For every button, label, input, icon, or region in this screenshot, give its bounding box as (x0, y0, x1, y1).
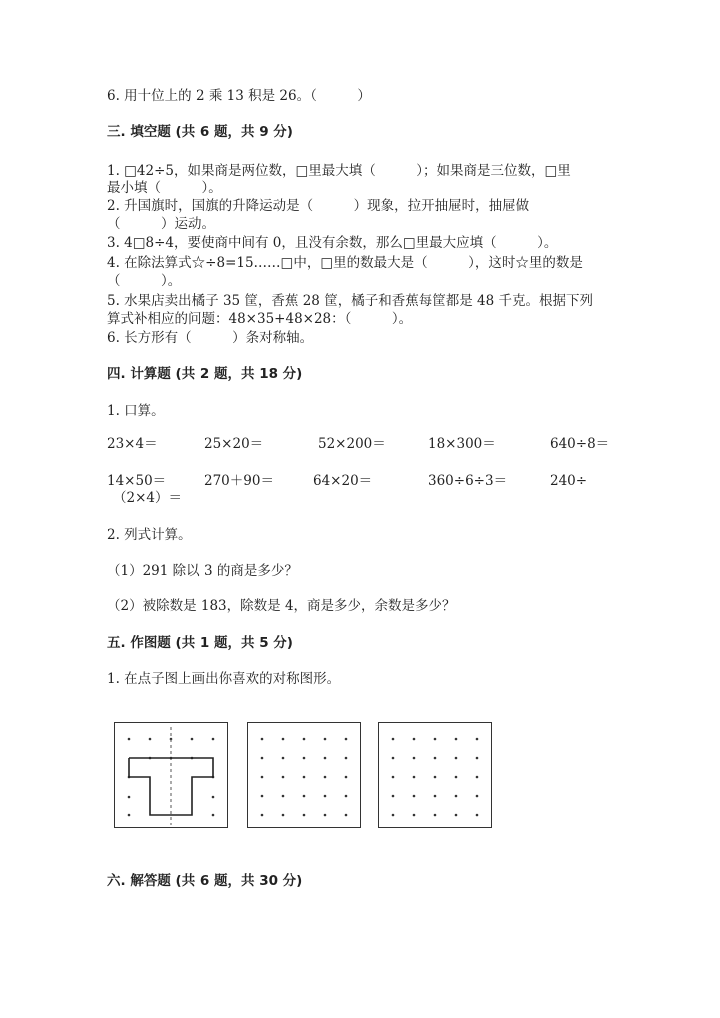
grid-dot[interactable] (476, 757, 479, 760)
dot-grid-blank-1[interactable] (247, 722, 361, 828)
grid-dot[interactable] (392, 814, 395, 817)
grid-dot[interactable] (282, 795, 285, 798)
grid-dot[interactable] (434, 795, 437, 798)
fill-q5-line2: 算式补相应的问题：48×35+48×28：（ ）。 (107, 311, 413, 327)
oral-calc-item: 52×200＝ (318, 436, 386, 452)
grid-dot[interactable] (413, 776, 416, 779)
section-6-heading: 六. 解答题 (共 6 题，共 30 分) (107, 873, 303, 889)
grid-dot[interactable] (455, 814, 458, 817)
section-3-heading: 三. 填空题 (共 6 题，共 9 分) (107, 124, 293, 140)
grid-dot[interactable] (303, 738, 306, 741)
grid-dot[interactable] (413, 795, 416, 798)
grid-dot[interactable] (261, 795, 264, 798)
grid-dot[interactable] (324, 814, 327, 817)
drawing-q1: 1. 在点子图上画出你喜欢的对称图形。 (107, 671, 341, 687)
grid-dot[interactable] (345, 738, 348, 741)
grid-dot[interactable] (303, 795, 306, 798)
prev-question-6: 6. 用十位上的 2 乘 13 积是 26。（ ） (107, 88, 371, 104)
grid-dot[interactable] (413, 814, 416, 817)
grid-dot[interactable] (324, 738, 327, 741)
grid-dot[interactable] (282, 776, 285, 779)
grid-dot[interactable] (413, 738, 416, 741)
section-4-heading: 四. 计算题 (共 2 题，共 18 分) (107, 366, 303, 382)
grid-dot[interactable] (303, 757, 306, 760)
oral-calc-item: 23×4＝ (107, 436, 158, 452)
grid-dot[interactable] (345, 776, 348, 779)
grid-dot[interactable] (434, 757, 437, 760)
grid-dot[interactable] (324, 776, 327, 779)
oral-calc-item: 64×20＝ (313, 473, 373, 489)
dot-grid-example-figure (115, 723, 229, 829)
grid-dot[interactable] (261, 738, 264, 741)
grid-dot[interactable] (434, 738, 437, 741)
grid-dot[interactable] (455, 776, 458, 779)
grid-dot[interactable] (392, 795, 395, 798)
fill-q4-line2: （ ）。 (107, 273, 182, 289)
calc-q2-label: 2. 列式计算。 (107, 527, 192, 543)
grid-dot[interactable] (324, 795, 327, 798)
grid-dot[interactable] (392, 738, 395, 741)
grid-dot[interactable] (303, 776, 306, 779)
grid-dot[interactable] (324, 757, 327, 760)
oral-calc-item: 18×300＝ (428, 436, 496, 452)
grid-dot[interactable] (345, 795, 348, 798)
fill-q5-line1: 5. 水果店卖出橘子 35 筐，香蕉 28 筐，橘子和香蕉每筐都是 48 千克。根据下列 (107, 293, 593, 309)
oral-calc-item: 640÷8＝ (550, 436, 610, 452)
calc-q2-item-1: （1）291 除以 3 的商是多少？ (107, 563, 298, 579)
grid-dot[interactable] (261, 776, 264, 779)
grid-dot[interactable] (282, 757, 285, 760)
dot-grid-example (114, 722, 228, 828)
calc-q1-label: 1. 口算。 (107, 403, 165, 419)
calc-q2-item-2: （2）被除数是 183，除数是 4，商是多少，余数是多少？ (107, 598, 456, 614)
grid-dot[interactable] (282, 814, 285, 817)
dot-grid-blank-2[interactable] (378, 722, 492, 828)
fill-q1-line1: 1. □42÷5，如果商是两位数，□里最大填（ ）；如果商是三位数，□里 (107, 163, 571, 179)
grid-dot[interactable] (282, 738, 285, 741)
section-5-heading: 五. 作图题 (共 1 题，共 5 分) (107, 635, 293, 651)
grid-dot[interactable] (434, 814, 437, 817)
grid-dot[interactable] (303, 814, 306, 817)
oral-calc-item: 240÷ (550, 473, 588, 489)
grid-dot[interactable] (455, 738, 458, 741)
fill-q6: 6. 长方形有（ ）条对称轴。 (107, 330, 314, 346)
grid-dot[interactable] (345, 814, 348, 817)
oral-calc-item-continued: （2×4）＝ (113, 490, 182, 506)
fill-q4-line1: 4. 在除法算式☆÷8=15……□中，□里的数最大是（ ），这时☆里的数是 (107, 255, 583, 271)
grid-dot[interactable] (392, 776, 395, 779)
oral-calc-item: 270＋90＝ (204, 473, 274, 489)
grid-dot[interactable] (345, 757, 348, 760)
grid-dot[interactable] (261, 814, 264, 817)
oral-calc-item: 14×50＝ (107, 473, 167, 489)
fill-q1-line2: 最小填（ ）。 (107, 180, 222, 196)
oral-calc-item: 360÷6÷3＝ (428, 473, 508, 489)
grid-dot[interactable] (392, 757, 395, 760)
grid-dot[interactable] (476, 776, 479, 779)
grid-dot[interactable] (455, 795, 458, 798)
fill-q2-line2: （ ）运动。 (107, 216, 215, 232)
grid-dot[interactable] (455, 757, 458, 760)
grid-dot[interactable] (476, 814, 479, 817)
grid-dot[interactable] (476, 738, 479, 741)
dot-grid-blank-2-dots (379, 723, 493, 829)
fill-q2-line1: 2. 升国旗时，国旗的升降运动是（ ）现象，拉开抽屉时，抽屉做 (107, 198, 530, 214)
grid-dot[interactable] (476, 795, 479, 798)
oral-calc-item: 25×20＝ (204, 436, 264, 452)
grid-dot[interactable] (434, 776, 437, 779)
dot-grid-blank-1-dots (248, 723, 362, 829)
grid-dot[interactable] (261, 757, 264, 760)
grid-dot[interactable] (413, 757, 416, 760)
fill-q3: 3. 4□8÷4，要使商中间有 0，且没有余数，那么□里最大应填（ ）。 (107, 235, 558, 251)
